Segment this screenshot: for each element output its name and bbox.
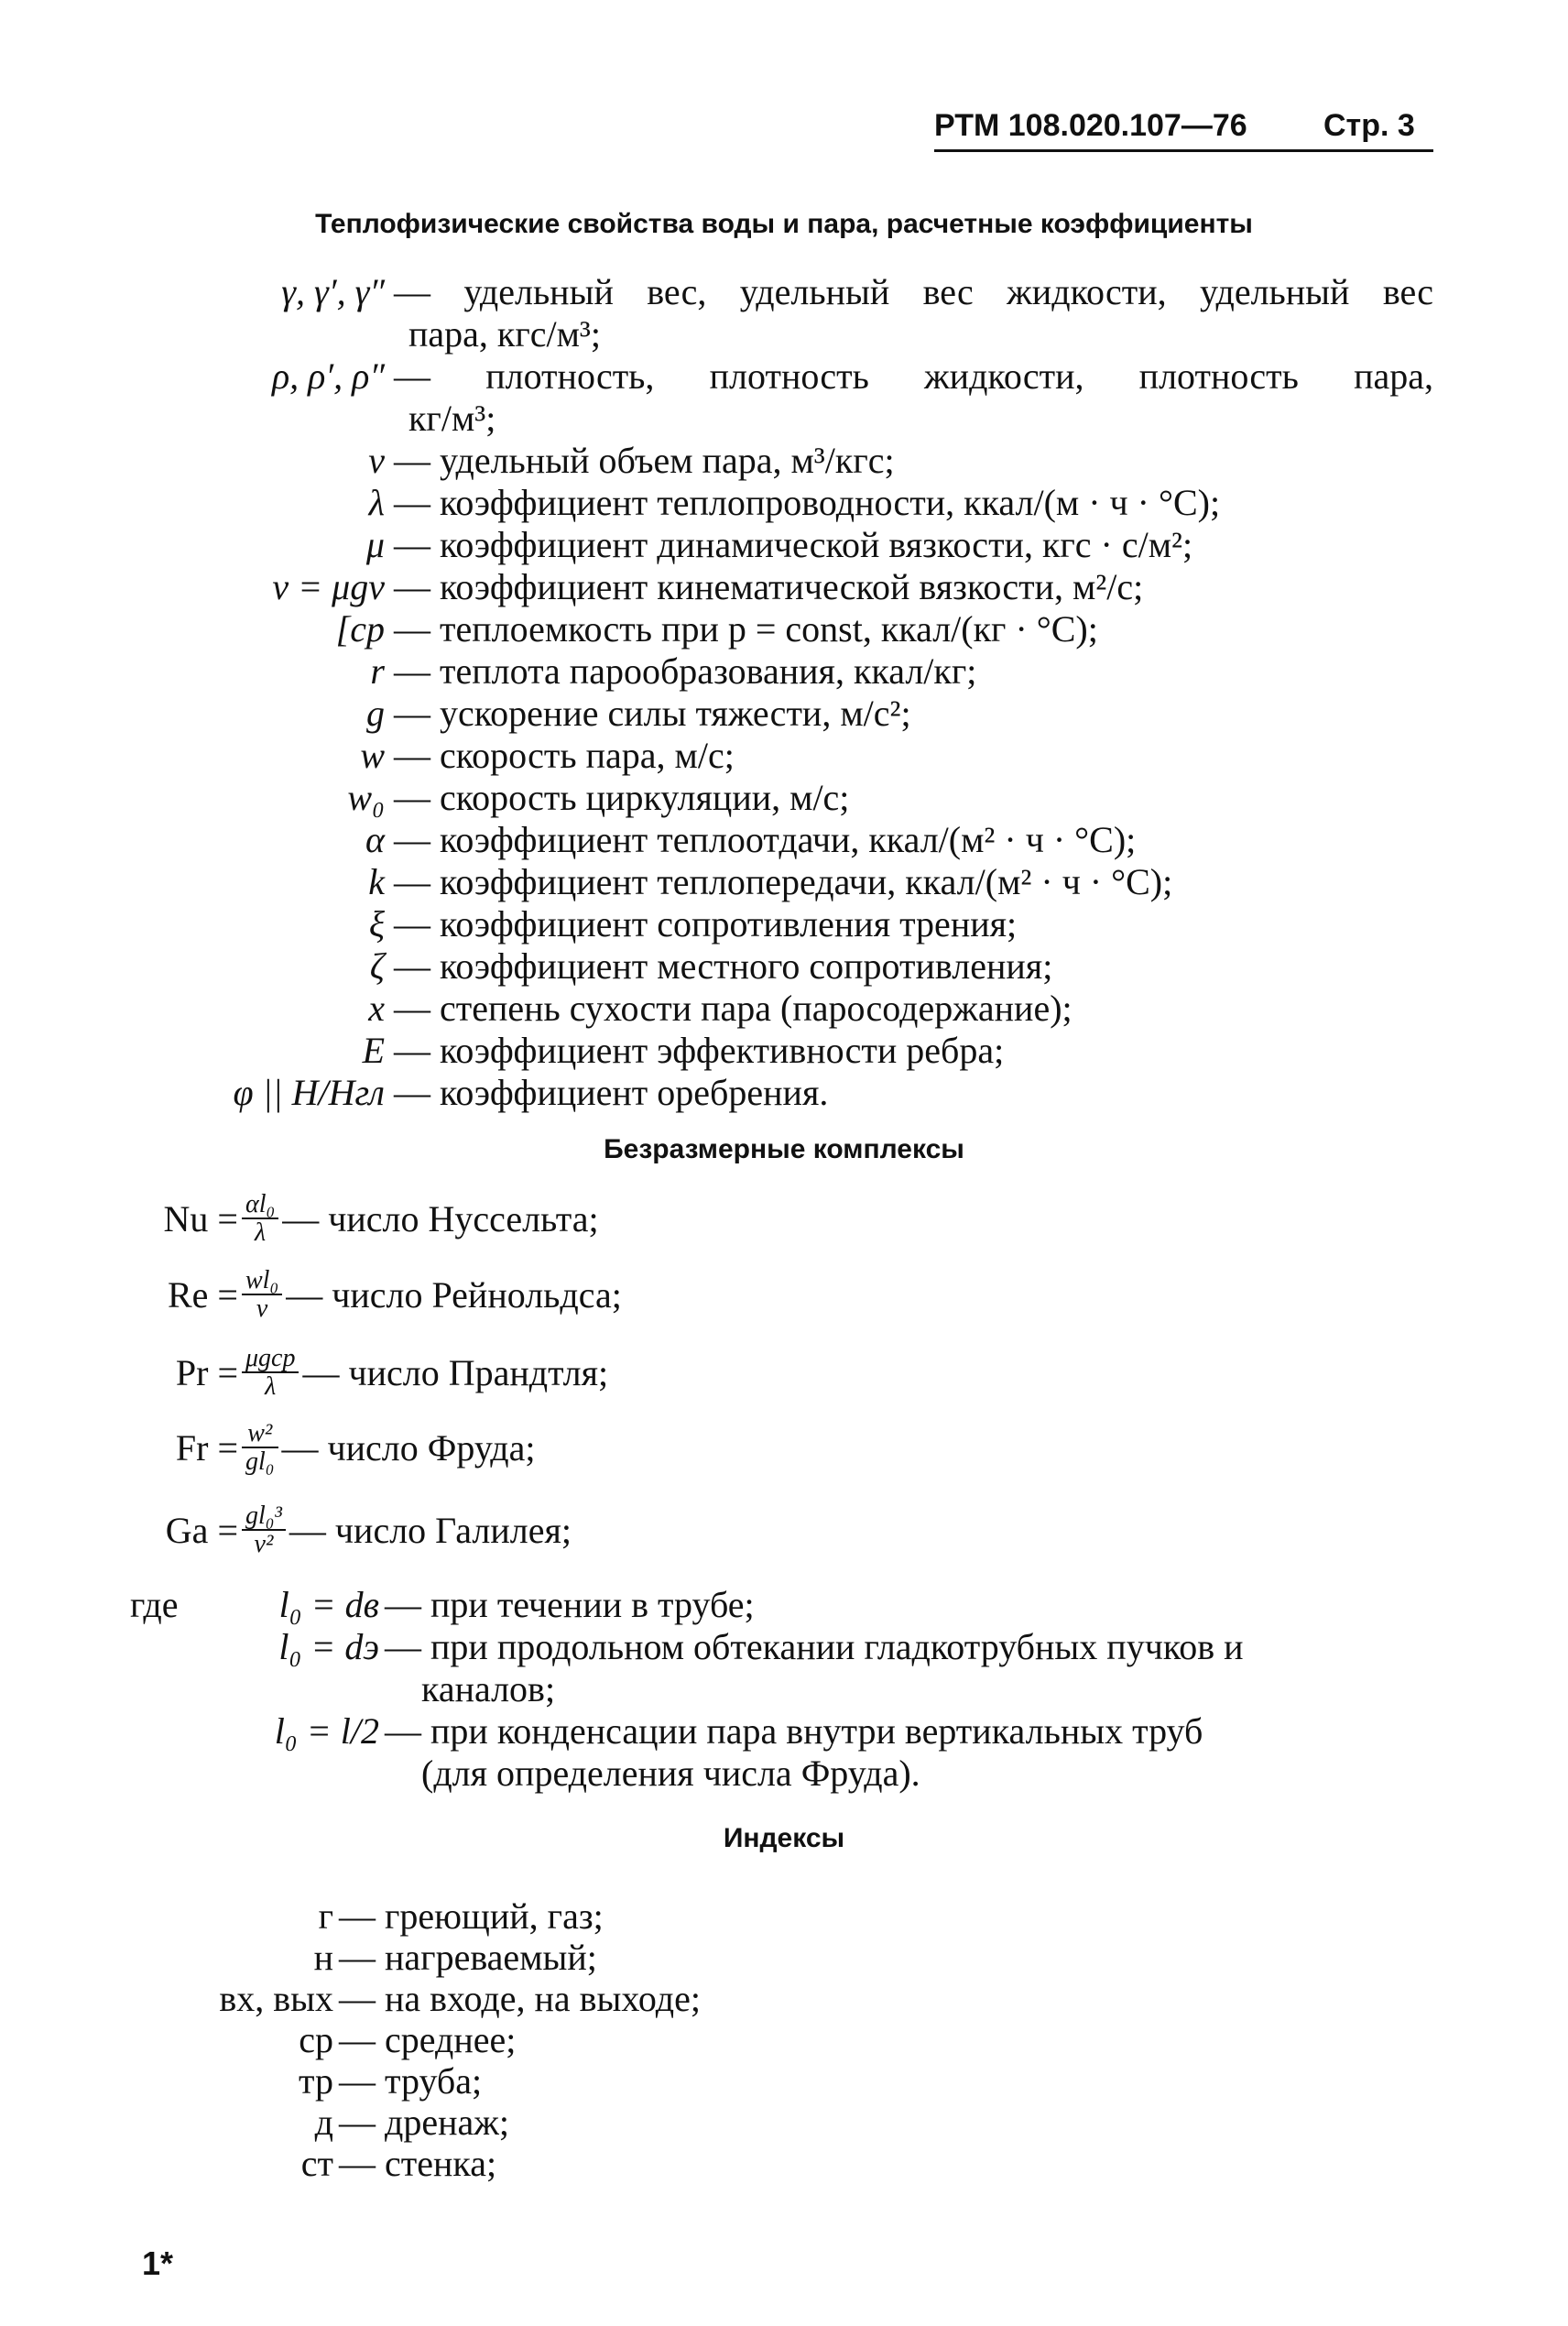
dimensionless-row [128,1345,608,1401]
definition-symbol: α [365,819,385,860]
definition-continuation: кг/м³; [408,398,496,439]
dimensionless-name: — число Фруда; [281,1426,536,1469]
dimensionless-name: — число Прандтля; [302,1351,609,1393]
definition-text [394,818,1433,861]
fraction [242,1502,286,1558]
index-text: — нагреваемый; [339,1937,597,1978]
definition-dash: — [394,440,430,481]
fraction-numerator: w² [242,1420,278,1448]
definition-symbol: [cр [335,608,385,650]
definition-dash: — [394,861,430,902]
dimensionless-row [128,1420,536,1476]
definition-text [394,439,1433,482]
definition-text [394,355,1433,398]
index-symbol: д [314,2102,333,2143]
dimensionless-row [128,1191,599,1247]
fraction-denominator: λ [265,1372,277,1402]
fraction [242,1420,278,1476]
definition-symbol: μ [365,524,385,565]
where-continuation: каналов; [421,1668,556,1709]
definition-description: коэффициент кинематической вязкости, м²/с; [440,566,1144,607]
dimensionless-symbol: Nu = [163,1197,238,1239]
definition-text [394,945,1433,988]
definition-description: коэффициент теплопроводности, ккал/(м · ч · °С); [440,482,1221,523]
dimensionless-symbol: Fr = [175,1426,238,1469]
definition-symbol: ρ, ρ′, ρ″ [271,355,385,397]
definition-text [394,860,1433,903]
definition-dash: — [394,355,430,397]
definition-description: теплота парообразования, ккал/кг; [440,650,977,692]
index-text: — дренаж; [339,2102,510,2143]
definition-dash: — [394,988,430,1029]
definition-text [394,1029,1433,1072]
definition-symbol: γ, γ′, γ″ [281,271,385,312]
definition-dash: — [394,524,430,565]
definition-text [394,902,1433,945]
fraction-numerator: gl₀³ [242,1502,286,1531]
definition-symbol: w [360,735,385,776]
definition-description: коэффициент эффективности ребра; [440,1030,1005,1071]
definition-description: ускорение силы тяжести, м/с²; [440,693,911,734]
index-symbol: тр [299,2060,333,2102]
header-rule [934,149,1433,152]
definition-dash: — [394,482,430,523]
document-code: РТМ 108.020.107—76 [934,108,1247,143]
definition-text [394,523,1433,566]
fraction-denominator: ν² [254,1530,274,1559]
fraction-denominator: ν [256,1294,268,1324]
definition-symbol: v [368,440,385,481]
definition-dash: — [394,693,430,734]
definition-symbol: φ || H/Hгл [233,1072,385,1113]
definition-symbol: r [370,650,385,692]
definition-dash: — [394,819,430,860]
definition-dash: — [394,271,430,312]
index-symbol: ср [299,2019,333,2060]
fraction [242,1191,278,1247]
where-symbol: l₀ = l/2 [274,1710,379,1752]
definition-dash: — [394,1072,430,1113]
dimensionless-symbol: Re = [168,1273,238,1316]
definition-description: коэффициент местного сопротивления; [440,945,1053,987]
definition-description: коэффициент теплопередачи, ккал/(м² · ч · °С); [440,861,1173,902]
section-title-dimensionless: Безразмерные комплексы [604,1134,964,1164]
index-text: — на входе, на выходе; [339,1978,701,2019]
index-symbol: н [313,1937,333,1978]
definition-description: удельный вес, удельный вес жидкости, удельный вес [463,271,1433,312]
dimensionless-row [128,1267,622,1323]
definition-text [394,987,1433,1030]
section-title-indices: Индексы [723,1823,845,1853]
definition-dash: — [394,903,430,945]
definition-description: плотность, плотность жидкости, плотность пара, [485,355,1434,397]
definition-text [394,607,1433,650]
definition-text [394,565,1433,608]
index-text: — труба; [339,2060,483,2102]
index-text: — греющий, газ; [339,1895,604,1937]
definition-continuation: пара, кгс/м³; [408,313,602,355]
fraction-denominator: λ [255,1218,267,1248]
index-symbol: ст [300,2143,333,2184]
where-continuation: (для определения числа Фруда). [421,1753,920,1794]
definition-description: скорость пара, м/с; [440,735,735,776]
fraction-numerator: αl₀ [242,1191,278,1219]
definition-text [394,776,1433,819]
where-symbol: l₀ = dв [278,1584,379,1625]
where-lead: где [130,1584,179,1625]
definition-dash: — [394,735,430,776]
definition-symbol: ζ [369,945,385,987]
index-symbol: вх, вых [219,1978,333,2019]
index-symbol: г [318,1895,333,1937]
definition-description: удельный объем пара, м³/кгс; [440,440,895,481]
definition-dash: — [394,650,430,692]
definition-symbol: ν = μgv [272,566,385,607]
index-text: — среднее; [339,2019,517,2060]
dimensionless-symbol: Ga = [165,1509,238,1551]
definition-text [394,692,1433,735]
fraction-denominator: gl₀ [245,1447,275,1477]
dimensionless-row [128,1502,572,1558]
definition-dash: — [394,608,430,650]
definition-description: коэффициент динамической вязкости, кгс · с/м²; [440,524,1193,565]
where-symbol: l₀ = dэ [278,1626,379,1667]
definition-description: теплоемкость при p = const, ккал/(кг · °С); [440,608,1098,650]
definition-description: коэффициент сопротивления трения; [440,903,1018,945]
definition-symbol: E [362,1030,385,1071]
page-number: Стр. 3 [1323,108,1415,143]
definition-description: коэффициент теплоотдачи, ккал/(м² · ч · °С); [440,819,1137,860]
dimensionless-name: — число Нуссельта; [282,1197,599,1239]
where-text: — при продольном обтекании гладкотрубных пучков и [385,1626,1244,1667]
definition-symbol: x [368,988,385,1029]
dimensionless-symbol: Pr = [175,1351,238,1393]
dimensionless-name: — число Галилея; [289,1509,572,1551]
where-text: — при конденсации пара внутри вертикальных труб [385,1710,1203,1752]
dimensionless-name: — число Рейнольдса; [286,1273,622,1316]
definition-description: скорость циркуляции, м/с; [440,777,850,818]
definition-description: коэффициент оребрения. [440,1072,829,1113]
definition-text [394,270,1433,313]
definition-symbol: k [368,861,385,902]
definition-dash: — [394,777,430,818]
definition-dash: — [394,1030,430,1071]
definition-symbol: ξ [368,903,385,945]
definition-text [394,1071,1433,1114]
definition-description: степень сухости пара (паросодержание); [440,988,1073,1029]
footer-mark: 1* [142,2244,174,2282]
definition-symbol: λ [368,482,385,523]
fraction-numerator: μgcр [242,1345,299,1373]
section-title-thermo: Теплофизические свойства воды и пара, расчетные коэффициенты [315,209,1253,239]
where-text: — при течении в трубе; [385,1584,755,1625]
definition-symbol: w₀ [347,777,385,818]
index-text: — стенка; [339,2143,497,2184]
fraction [242,1267,282,1323]
fraction-numerator: wl₀ [242,1267,282,1295]
definition-symbol: g [366,693,385,734]
fraction [242,1345,299,1401]
definition-text [394,481,1433,524]
definition-dash: — [394,566,430,607]
definition-dash: — [394,945,430,987]
definition-text [394,734,1433,777]
definition-text [394,650,1433,693]
